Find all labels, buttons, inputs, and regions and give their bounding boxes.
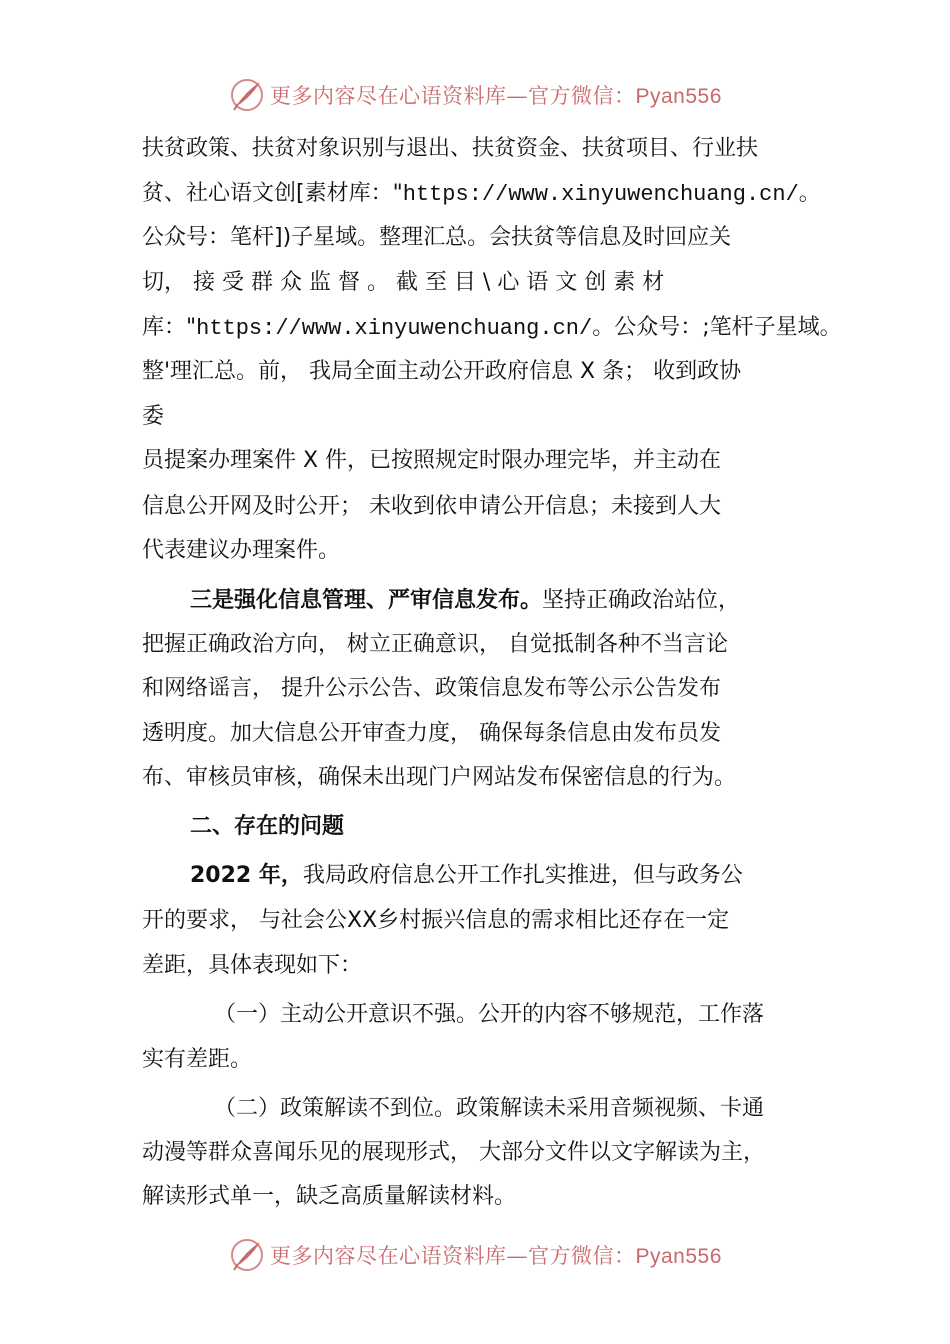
watermark-wechat-id: Pyan556 bbox=[635, 1245, 722, 1268]
url-text: https://www.xinyuwenchuang.cn/ bbox=[402, 182, 799, 207]
text-span: 坚持正确政治站位， bbox=[542, 588, 741, 613]
watermark-wechat-id: Pyan556 bbox=[635, 85, 722, 108]
watermark-text-cn: 更多内容尽在心语资料库—官方微信： bbox=[270, 1244, 636, 1268]
watermark-text-cn: 更多内容尽在心语资料库—官方微信： bbox=[270, 84, 636, 108]
text-line: 委 bbox=[142, 404, 165, 429]
text-span: 我局政府信息公开工作扎实推进，但与政务公 bbox=[302, 863, 743, 888]
text-span: 库：" bbox=[142, 315, 197, 340]
list-item-line: （一）主动公开意识不强。公开的内容不够规范，工作落 bbox=[214, 1002, 765, 1027]
text-line: 动漫等群众喜闻乐见的展现形式， 大部分文件以文字解读为主， bbox=[142, 1140, 765, 1165]
text-line: 和网络谣言， 提升公示公告、政策信息发布等公示公告发布 bbox=[142, 676, 721, 701]
text-line: 公众号：笔杆])子星域。整理汇总。会扶贫等信息及时回应关 bbox=[142, 225, 732, 250]
text-line: 切， 接 受 群 众 监 督 。 截 至 目 \ 心 语 文 创 素 材 bbox=[142, 270, 665, 295]
text-span: 。 bbox=[798, 181, 821, 206]
text-line bbox=[190, 861, 743, 891]
watermark-header bbox=[0, 72, 950, 116]
bold-lead-text: 三是强化信息管理、严审信息发布。 bbox=[190, 588, 543, 613]
text-line: 信息公开网及时公开； 未收到依申请公开信息；未接到人大 bbox=[142, 494, 721, 519]
text-line: 员提案办理案件 X 件，已按照规定时限办理完毕，并主动在 bbox=[142, 448, 722, 473]
paragraph-heading-line bbox=[190, 586, 740, 616]
url-text: https://www.xinyuwenchuang.cn/ bbox=[196, 316, 593, 341]
text-span: 贫、社心语文创[素材库：" bbox=[142, 181, 403, 206]
bold-year-text: 2022 年， bbox=[190, 863, 303, 888]
text-line bbox=[142, 179, 821, 209]
text-line bbox=[142, 313, 842, 343]
text-line: 代表建议办理案件。 bbox=[142, 538, 341, 563]
text-line: 整'理汇总。前， 我局全面主动公开政府信息 X 条； 收到政协 bbox=[142, 359, 742, 384]
text-line: 把握正确政治方向， 树立正确意识， 自觉抵制各种不当言论 bbox=[142, 632, 728, 657]
section-heading: 二、存在的问题 bbox=[190, 814, 345, 839]
text-line: 开的要求， 与社会公XX乡村振兴信息的需求相比还存在一定 bbox=[142, 908, 730, 933]
watermark-footer bbox=[0, 1232, 950, 1276]
quill-logo-icon bbox=[228, 76, 266, 114]
text-line: 扶贫政策、扶贫对象识别与退出、扶贫资金、扶贫项目、行业扶 bbox=[142, 136, 759, 161]
watermark-text bbox=[270, 1240, 722, 1270]
watermark-text bbox=[270, 80, 722, 110]
text-span: 。公众号：;笔杆子星域。 bbox=[592, 315, 842, 340]
text-line: 实有差距。 bbox=[142, 1047, 253, 1072]
text-line: 解读形式单一，缺乏高质量解读材料。 bbox=[142, 1184, 517, 1209]
quill-logo-icon bbox=[228, 1236, 266, 1274]
text-line: 透明度。加大信息公开审查力度， 确保每条信息由发布员发 bbox=[142, 721, 721, 746]
list-item-line: （二）政策解读不到位。政策解读未采用音频视频、卡通 bbox=[214, 1096, 765, 1121]
text-line: 布、审核员审核，确保未出现门户网站发布保密信息的行为。 bbox=[142, 765, 737, 790]
text-line: 差距，具体表现如下： bbox=[142, 953, 363, 978]
